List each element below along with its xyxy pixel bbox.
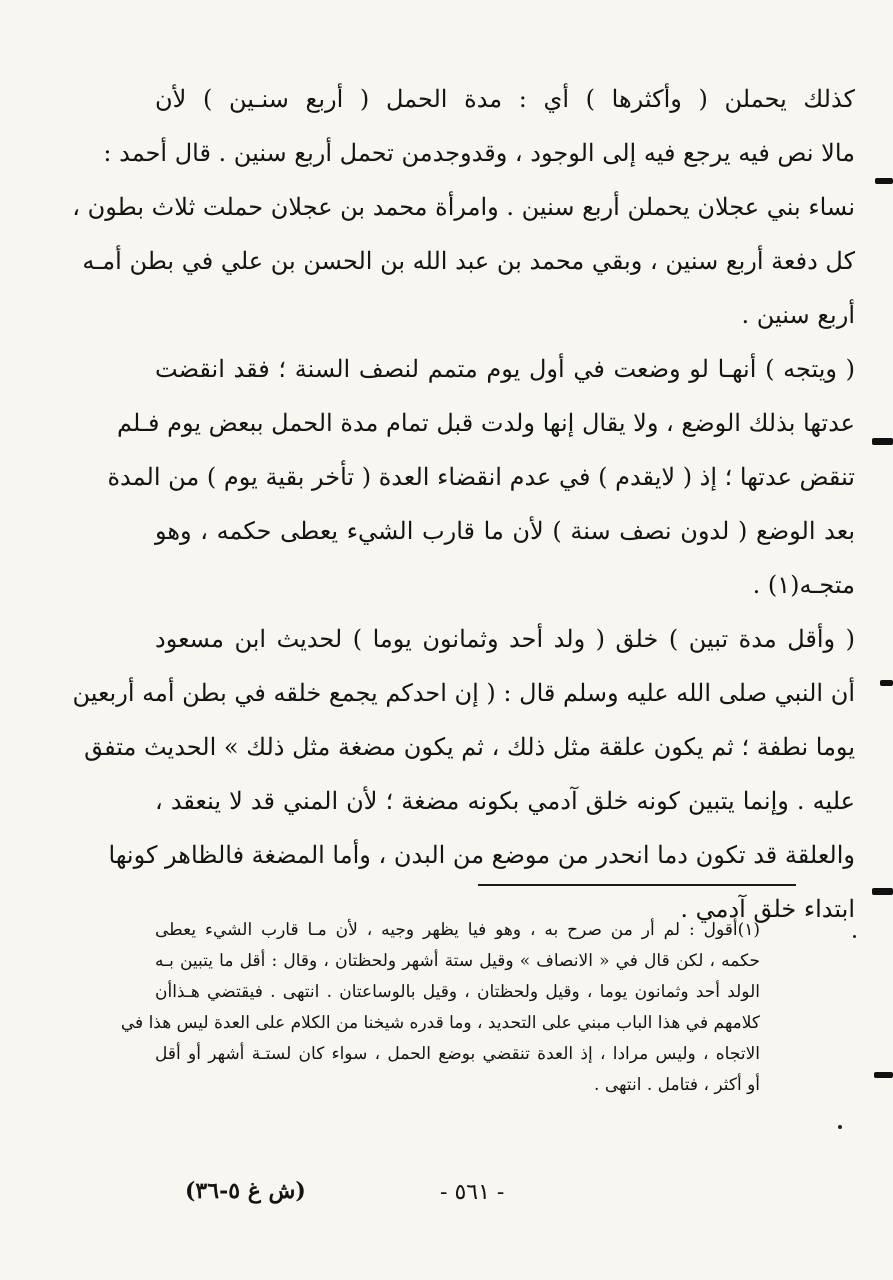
footnote-line: حكمه ، لكن قال في « الانصاف » وقيل ستة أشهر ولحظتان ، وقال : أقل ما يتبين بـه bbox=[155, 951, 760, 971]
text-line: والعلقة قد تكون دما انحدر من موضع من البدن ، وأما المضغة فالظاهر كونها bbox=[108, 841, 855, 869]
scan-edge-mark bbox=[874, 1072, 893, 1078]
footnote-line: أو أكثر ، فتامل . انتهى . bbox=[594, 1075, 760, 1095]
footnote-block bbox=[120, 915, 760, 1101]
footnote-line: الاتجاه ، وليس مرادا ، إذ العدة تنقضي بوضع الحمل ، سواء كان لستـة أشهر أو أقل bbox=[155, 1044, 760, 1064]
text-line: مالا نص فيه يرجع فيه إلى الوجود ، وقدوجدمن تحمل أربع سنين . قال أحمد : bbox=[103, 139, 855, 167]
scan-speck bbox=[853, 935, 856, 938]
scan-edge-mark bbox=[872, 438, 893, 445]
text-line: ابتداء خلق آدمي . bbox=[680, 895, 855, 923]
text-line: بعد الوضع ( لدون نصف سنة ) لأن ما قارب الشيء يعطى حكمه ، وهو bbox=[155, 517, 855, 545]
text-line: ( وأقل مدة تبين ) خلق ( ولد أحد وثمانون يوما ) لحديث ابن مسعود bbox=[155, 625, 855, 653]
text-line: أربع سنين . bbox=[741, 301, 855, 329]
text-line: عدتها بذلك الوضع ، ولا يقال إنها ولدت قبل تمام مدة الحمل ببعض يوم فـلم bbox=[117, 409, 855, 437]
text-line: ( ويتجه ) أنهـا لو وضعت في أول يوم متمم لنصف السنة ؛ فقد انقضت bbox=[155, 355, 855, 383]
footnote-divider bbox=[478, 884, 796, 886]
page-number: - ٥٦١ - bbox=[440, 1180, 505, 1205]
text-line: متجـه(١) . bbox=[752, 571, 855, 599]
main-text-block bbox=[72, 72, 855, 936]
scan-edge-mark bbox=[875, 178, 893, 184]
signature-mark: (ش غ ٥-٣٦) bbox=[185, 1178, 306, 1204]
scan-edge-mark bbox=[880, 680, 893, 686]
text-line: عليه . وإنما يتبين كونه خلق آدمي بكونه مضغة ؛ لأن المني قد لا ينعقد ، bbox=[155, 787, 855, 815]
text-line: تنقض عدتها ؛ إذ ( لايقدم ) في عدم انقضاء العدة ( تأخر بقية يوم ) من المدة bbox=[107, 463, 855, 491]
text-line: نساء بني عجلان يحملن أربع سنين . وامرأة محمد بن عجلان حملت ثلاث بطون ، bbox=[72, 193, 855, 221]
scan-edge-mark bbox=[872, 888, 893, 895]
text-line: أن النبي صلى الله عليه وسلم قال : ( إن احدكم يجمع خلقه في بطن أمه أربعين bbox=[72, 679, 855, 707]
footnote-line: الولد أحد وثمانون يوما ، وقيل ولحظتان ، وقيل بالوساعتان . انتهى . فيقتضي هـذاأن bbox=[155, 982, 760, 1002]
scan-speck bbox=[838, 1125, 842, 1129]
footnote-line: (١)أقول : لم أر من صرح به ، وهو فيا يظهر وجيه ، لأن مـا قارب الشيء يعطى bbox=[155, 920, 760, 940]
text-line: يوما نطفة ؛ ثم يكون علقة مثل ذلك ، ثم يكون مضغة مثل ذلك » الحديث متفق bbox=[84, 733, 855, 761]
footnote-line: كلامهم في هذا الباب مبني على التحديد ، وما قدره شيخنا من الكلام على العدة ليس هذا في bbox=[120, 1013, 760, 1033]
text-line: كذلك يحملن ( وأكثرها ) أي : مدة الحمل ( أربع سنـين ) لأن bbox=[155, 85, 855, 113]
text-line: كل دفعة أربع سنين ، وبقي محمد بن عبد الله بن الحسن بن علي في بطن أمـه bbox=[82, 247, 855, 275]
